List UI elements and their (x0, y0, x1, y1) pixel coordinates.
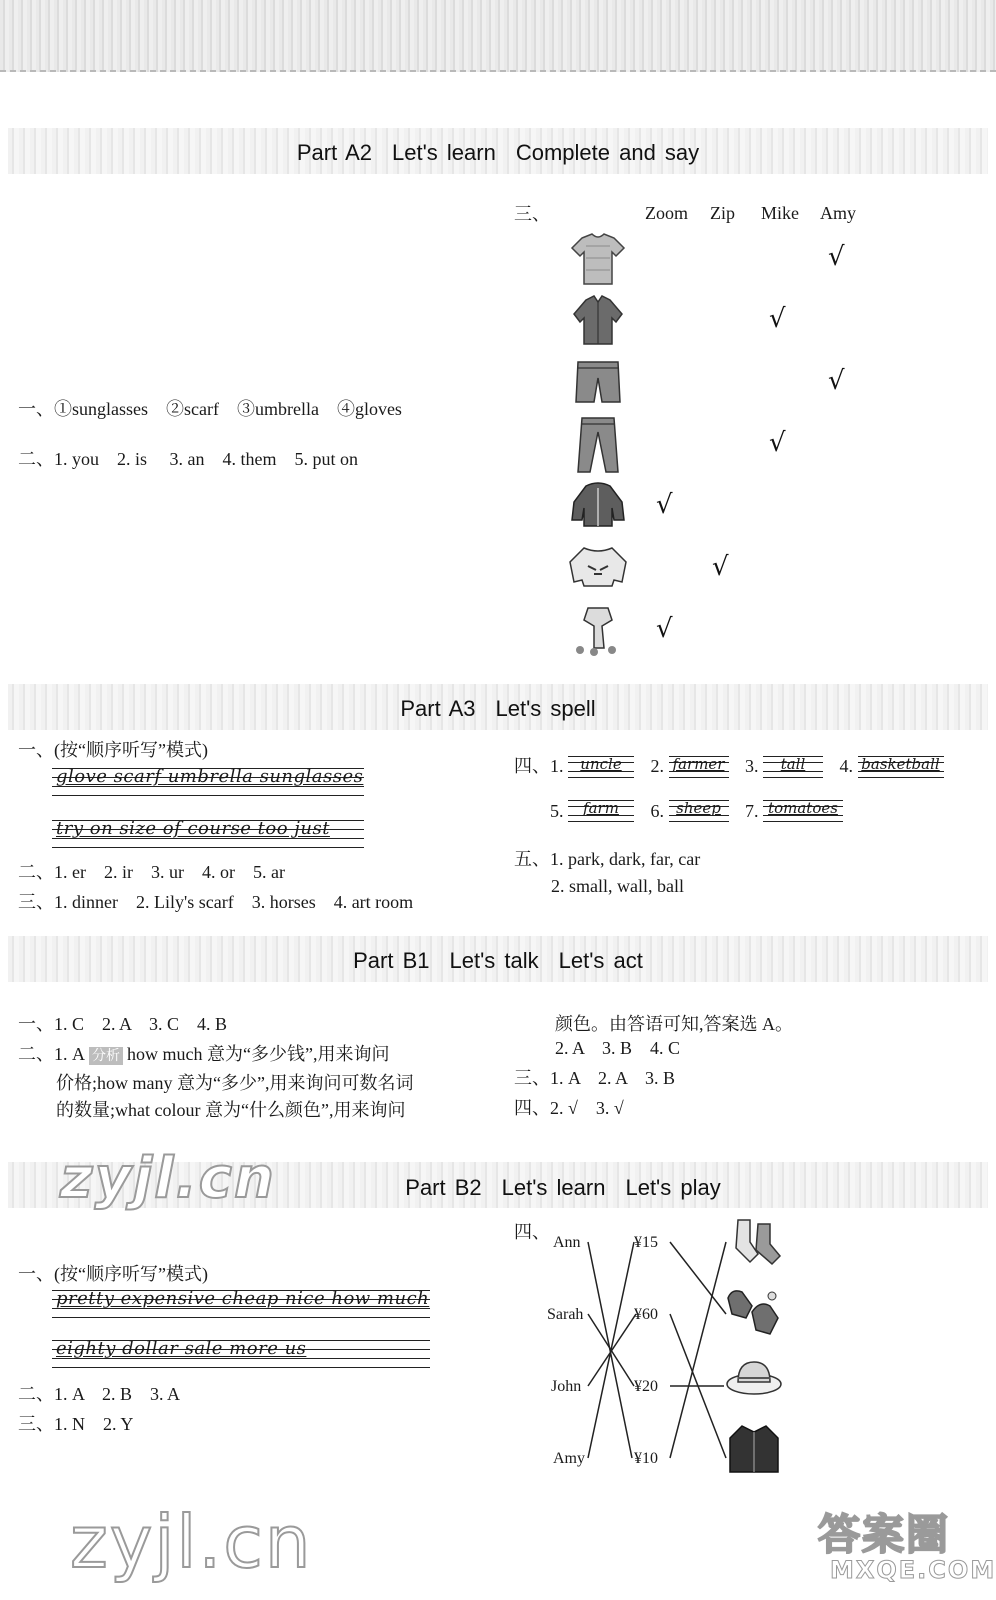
price-15: ¥15 (634, 1234, 658, 1251)
b2-question-3: 三、1. N 2. Y (18, 1414, 134, 1434)
check-amy-shorts: √ (828, 366, 845, 396)
b2-handwriting-row-1: pretty expensive cheap nice how much (52, 1288, 430, 1318)
a3-handwriting-row-1: glove scarf umbrella sunglasses (52, 766, 364, 796)
a2-question-3-label: 三、 (514, 204, 550, 224)
price-20: ¥20 (634, 1378, 658, 1395)
sweater-icon (566, 544, 630, 590)
socks-icon (730, 1216, 784, 1266)
name-amy: Amy (820, 203, 856, 223)
person-ann: Ann (553, 1234, 581, 1251)
heading-part-a2: Part A2 Let's learn Complete and say (296, 140, 700, 165)
a3-question-4-row-1: 四、1. uncle 2. farmer 3. tall 4. basketball (514, 752, 944, 778)
watermark-bottom: zyjl.cn (70, 1500, 313, 1584)
a3-question-4-row-2: 5. farm 6. sheep 7. tomatoes (550, 798, 843, 822)
blank-tall: tall (763, 754, 823, 778)
b1-question-2-line-2: 价格;how many 意为“多少”,用来询问可数名词 (56, 1073, 414, 1093)
person-sarah: Sarah (547, 1306, 584, 1323)
name-zip: Zip (710, 203, 735, 223)
line-15-gloves (670, 1242, 726, 1314)
coat-icon (568, 480, 628, 530)
b1-question-1: 一、1. C 2. A 3. C 4. B (18, 1014, 228, 1034)
b1-question-2-line-3: 的数量;what colour 意为“什么颜色”,用来询问 (56, 1100, 406, 1120)
t-shirt-icon (568, 232, 628, 288)
b2-question-2: 二、1. A 2. B 3. A (18, 1384, 181, 1404)
person-amy: Amy (553, 1450, 585, 1467)
price-60: ¥60 (634, 1306, 658, 1323)
b2-handwriting-row-2: eighty dollar sale more us (52, 1338, 430, 1368)
scarf-icon (572, 604, 624, 656)
check-mike-pants: √ (769, 428, 786, 458)
heading-part-b1: Part B1 Let's talk Let's act (353, 948, 643, 973)
price-10: ¥10 (634, 1450, 658, 1467)
b1-question-3: 三、1. A 2. A 3. B (514, 1068, 676, 1088)
blank-tomatoes: tomatoes (763, 798, 843, 822)
watermark-top: zyjl.cn (60, 1146, 276, 1211)
blank-uncle: uncle (568, 754, 634, 778)
blank-farm: farm (568, 798, 634, 822)
heading-part-b2: Part B2 Let's learn Let's play (405, 1175, 721, 1200)
a3-question-1-title: 一、(按“顺序听写”模式) (18, 740, 208, 760)
watermark-corner-url: MXQE.COM (830, 1556, 996, 1584)
a3-handwriting-row-2: try on size of course too just (52, 818, 364, 848)
b2-question-4-label: 四、 (514, 1222, 550, 1242)
person-john: John (551, 1378, 582, 1395)
analysis-tag: 分析 (89, 1047, 123, 1065)
shorts-icon (572, 358, 624, 406)
a3-question-3: 三、1. dinner 2. Lily's scarf 3. horses 4. art room (18, 892, 414, 912)
gloves-icon (722, 1284, 784, 1338)
pants-icon (574, 414, 622, 476)
blank-farmer: farmer (669, 754, 729, 778)
name-zoom: Zoom (645, 203, 688, 223)
blank-basketball: basketball (858, 754, 944, 778)
shirt-icon (570, 294, 626, 348)
a3-question-5-line-1: 五、1. park, dark, far, car (514, 849, 701, 869)
b1-question-2-rest: 2. A 3. B 4. C (555, 1038, 681, 1058)
heading-part-a3: Part A3 Let's spell (400, 696, 596, 721)
check-zoom-coat: √ (656, 490, 673, 520)
name-mike: Mike (761, 203, 799, 223)
b1-question-2-line-1: 二、1. A 分析 how much 意为“多少钱”,用来询问 (18, 1044, 390, 1064)
a2-question-2: 二、1. you 2. is 3. an 4. them 5. put on (18, 449, 358, 469)
jacket-icon (726, 1422, 782, 1476)
b2-question-1-title: 一、(按“顺序听写”模式) (18, 1264, 208, 1284)
check-zoom-scarf: √ (656, 614, 673, 644)
line-10-socks (670, 1242, 726, 1458)
check-mike-shirt: √ (769, 304, 786, 334)
hat-icon (724, 1356, 784, 1398)
a3-question-5-line-2: 2. small, wall, ball (551, 876, 684, 896)
check-amy-t-shirt: √ (828, 242, 845, 272)
check-zip-sweater: √ (712, 552, 729, 582)
b1-question-4: 四、2. √ 3. √ (514, 1098, 624, 1118)
a2-question-1: 一、①sunglasses ②scarf ③umbrella ④gloves (18, 399, 402, 419)
blank-sheep: sheep (669, 798, 729, 822)
a3-question-2: 二、1. er 2. ir 3. ur 4. or 5. ar (18, 862, 285, 882)
watermark-corner: 答案圈 (818, 1510, 951, 1559)
b1-question-2-line-4: 颜色。由答语可知,答案选 A。 (555, 1014, 793, 1034)
page-top-border (0, 0, 996, 72)
